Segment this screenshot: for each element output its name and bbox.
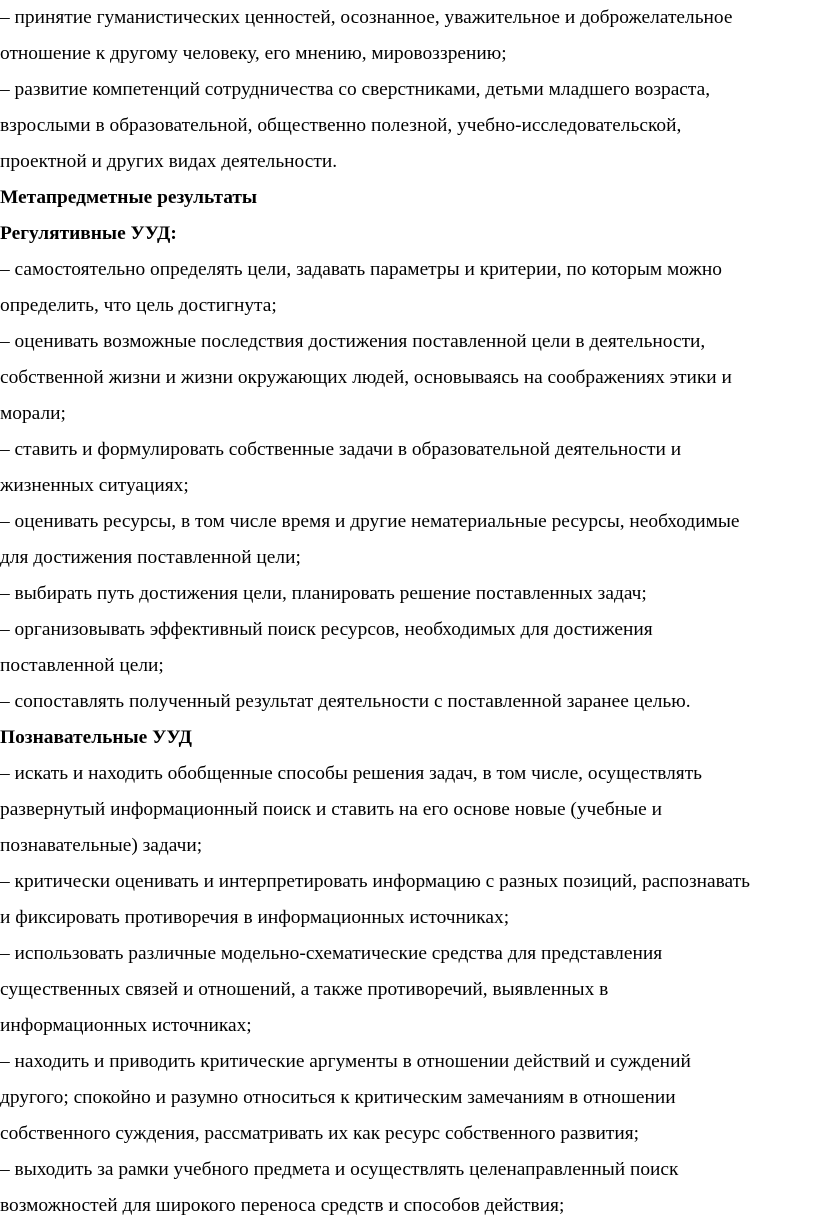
text-line: отношение к другому человеку, его мнению, мировоззрению; <box>0 43 507 64</box>
section-heading-regulatory: Регулятивные УУД: <box>0 223 177 244</box>
text-line: – оценивать ресурсы, в том числе время и другие нематериальные ресурсы, необходимые <box>0 511 740 532</box>
text-line: – самостоятельно определять цели, задавать параметры и критерии, по которым можно <box>0 259 722 280</box>
text-line: возможностей для широкого переноса средств и способов действия; <box>0 1195 565 1216</box>
text-line: – организовывать эффективный поиск ресурсов, необходимых для достижения <box>0 619 653 640</box>
text-line: – выходить за рамки учебного предмета и осуществлять целенаправленный поиск <box>0 1159 679 1180</box>
text-line: информационных источниках; <box>0 1015 252 1036</box>
text-line: – сопоставлять полученный результат деятельности с поставленной заранее целью. <box>0 691 691 712</box>
text-line: и фиксировать противоречия в информационных источниках; <box>0 907 510 928</box>
text-line: другого; спокойно и разумно относиться к критическим замечаниям в отношении <box>0 1087 676 1108</box>
text-line: собственного суждения, рассматривать их как ресурс собственного развития; <box>0 1123 640 1144</box>
text-line: – искать и находить обобщенные способы решения задач, в том числе, осуществлять <box>0 763 703 784</box>
text-line: жизненных ситуациях; <box>0 475 189 496</box>
text-line: поставленной цели; <box>0 655 164 676</box>
text-line: познавательные) задачи; <box>0 835 203 856</box>
text-line: – критически оценивать и интерпретировать информацию с разных позиций, распознавать <box>0 871 750 892</box>
text-line: для достижения поставленной цели; <box>0 547 301 568</box>
text-line: проектной и других видах деятельности. <box>0 151 338 172</box>
text-line: – выбирать путь достижения цели, планировать решение поставленных задач; <box>0 583 647 604</box>
text-line: – ставить и формулировать собственные задачи в образовательной деятельности и <box>0 439 682 460</box>
text-line: собственной жизни и жизни окружающих людей, основываясь на соображениях этики и <box>0 367 732 388</box>
text-line: – находить и приводить критические аргументы в отношении действий и суждений <box>0 1051 691 1072</box>
section-heading-cognitive: Познавательные УУД <box>0 727 192 748</box>
text-line: развернутый информационный поиск и ставить на его основе новые (учебные и <box>0 799 663 820</box>
section-heading-metasubject: Метапредметные результаты <box>0 187 258 208</box>
text-line: – использовать различные модельно-схематические средства для представления <box>0 943 663 964</box>
text-line: существенных связей и отношений, а также противоречий, выявленных в <box>0 979 609 1000</box>
text-line: взрослыми в образовательной, общественно полезной, учебно-исследовательской, <box>0 115 682 136</box>
text-line: – оценивать возможные последствия достижения поставленной цели в деятельности, <box>0 331 706 352</box>
text-line: морали; <box>0 403 66 424</box>
text-line: – развитие компетенций сотрудничества со сверстниками, детьми младшего возраста, <box>0 79 711 100</box>
text-line: определить, что цель достигнута; <box>0 295 277 316</box>
text-line: – принятие гуманистических ценностей, осознанное, уважительное и доброжелательное <box>0 7 733 28</box>
